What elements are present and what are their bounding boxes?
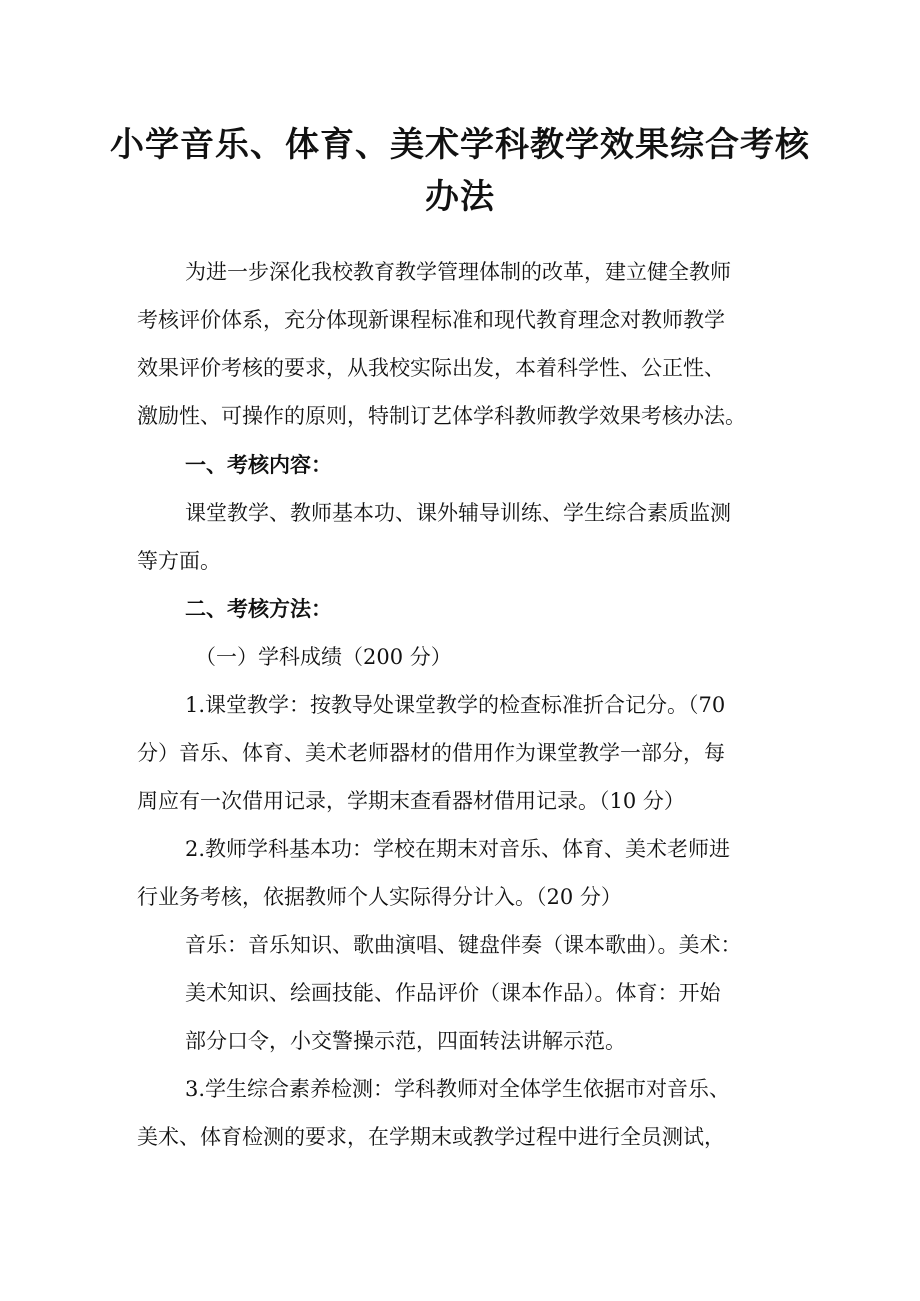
item3-line-1: 3.学生综合素养检测：学科教师对全体学生依据市对音乐、: [185, 1077, 731, 1101]
item2-detail-line-3: 部分口令，小交警操示范，四面转法讲解示范。: [185, 1029, 626, 1053]
section2-heading: 二、考核方法：: [185, 597, 332, 621]
section1-heading: 一、考核内容：: [185, 453, 332, 477]
item3-line-2: 美术、体育检测的要求，在学期末或教学过程中进行全员测试，: [137, 1125, 725, 1149]
section2-subheading: （一）学科成绩（200 分）: [195, 645, 452, 669]
document-title-line2: 办法: [425, 177, 495, 217]
item1-line-1: 1.课堂教学：按教导处课堂教学的检查标准折合记分。（70: [185, 693, 726, 717]
item1-line-3: 周应有一次借用记录，学期末查看器材借用记录。（10 分）: [137, 789, 685, 813]
item2-line-1: 2.教师学科基本功：学校在期末对音乐、体育、美术老师进: [185, 837, 731, 861]
intro-line-2: 考核评价体系，充分体现新课程标准和现代教育理念对教师教学: [137, 308, 725, 332]
item1-line-2: 分）音乐、体育、美术老师器材的借用作为课堂教学一部分，每: [137, 741, 725, 765]
intro-line-4: 激励性、可操作的原则，特制订艺体学科教师教学效果考核办法。: [137, 404, 746, 428]
section1-body-line-1: 课堂教学、教师基本功、课外辅导训练、学生综合素质监测: [185, 501, 731, 525]
intro-line-1: 为进一步深化我校教育教学管理体制的改革，建立健全教师: [185, 260, 731, 284]
intro-line-3: 效果评价考核的要求，从我校实际出发，本着科学性、公正性、: [137, 356, 725, 380]
section1-body-line-2: 等方面。: [137, 549, 221, 573]
item2-detail-line-1: 音乐：音乐知识、歌曲演唱、键盘伴奏（课本歌曲）。美术：: [185, 933, 742, 957]
item2-detail-line-2: 美术知识、绘画技能、作品评价（课本作品）。体育：开始: [185, 981, 721, 1005]
document-title-line1: 小学音乐、体育、美术学科教学效果综合考核: [110, 125, 810, 165]
item2-line-2: 行业务考核，依据教师个人实际得分计入。（20 分）: [137, 885, 622, 909]
